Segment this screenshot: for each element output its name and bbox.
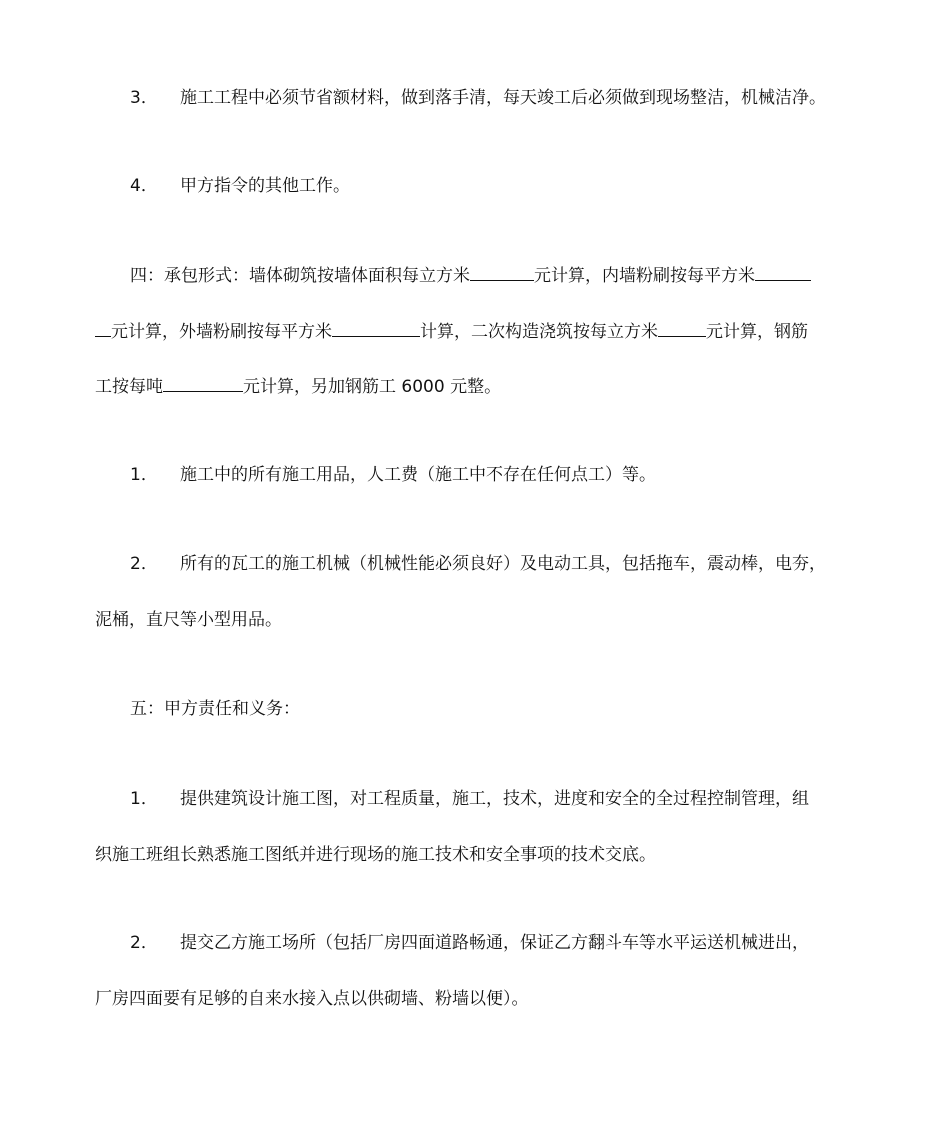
blank-line (470, 264, 534, 281)
blank-line (95, 320, 111, 337)
section4-item-2-continuation (95, 608, 282, 632)
item-text: 施工中的所有施工用品，人工费（施工中不存在任何点工）等。 (180, 465, 656, 485)
item-number: 4． (130, 176, 158, 196)
item-text: 提交乙方施工场所（包括厂房四面道路畅通，保证乙方翻斗车等水平运送机械进出， (180, 933, 809, 953)
item-3 (130, 86, 826, 110)
item-text: 所有的瓦工的施工机械（机械性能必须良好）及电动工具，包括拖车，震动棒，电夯， (180, 554, 826, 574)
item-number: 1． (130, 465, 158, 485)
item-number: 2． (130, 933, 158, 953)
section4-line-3 (95, 375, 501, 399)
text-segment: 元计算，另加钢筋工 6000 元整。 (243, 377, 502, 397)
item-text: 甲方指令的其他工作。 (180, 176, 350, 196)
section4-item-1 (130, 463, 656, 487)
blank-line (163, 375, 243, 392)
section5-item-1 (130, 787, 809, 811)
text-segment: 元计算，内墙粉刷按每平方米 (534, 266, 755, 286)
item-number: 3． (130, 88, 158, 108)
text-segment: 计算，二次构造浇筑按每立方米 (420, 322, 658, 342)
text-segment: 工按每吨 (95, 377, 163, 397)
section5-item-1-continuation (95, 843, 656, 867)
item-number: 1． (130, 789, 158, 809)
item-text: 泥桶，直尺等小型用品。 (95, 610, 282, 630)
section4-item-2 (130, 552, 826, 576)
item-text: 厂房四面要有足够的自来水接入点以供砌墙、粉墙以便）。 (95, 989, 529, 1009)
item-number: 2． (130, 554, 158, 574)
item-4 (130, 174, 350, 198)
text-segment: 元计算，外墙粉刷按每平方米 (111, 322, 332, 342)
section4-heading: 四：承包形式：墙体砌筑按墙体面积每立方米 (130, 266, 470, 286)
section5-item-2 (130, 931, 809, 955)
item-text: 织施工班组长熟悉施工图纸并进行现场的施工技术和安全事项的技术交底。 (95, 845, 656, 865)
item-text: 提供建筑设计施工图，对工程质量，施工，技术，进度和安全的全过程控制管理，组 (180, 789, 809, 809)
blank-line (755, 264, 811, 281)
item-text: 施工工程中必须节省额材料，做到落手清，每天竣工后必须做到现场整洁，机械洁净。 (180, 88, 826, 108)
section4-line-1 (130, 264, 811, 288)
section4-line-2 (95, 320, 808, 344)
blank-line (658, 320, 706, 337)
section5-item-2-continuation (95, 987, 529, 1011)
section5-heading (130, 697, 300, 721)
blank-line (332, 320, 420, 337)
text-segment: 元计算，钢筋 (706, 322, 808, 342)
section-heading: 五：甲方责任和义务： (130, 699, 300, 719)
